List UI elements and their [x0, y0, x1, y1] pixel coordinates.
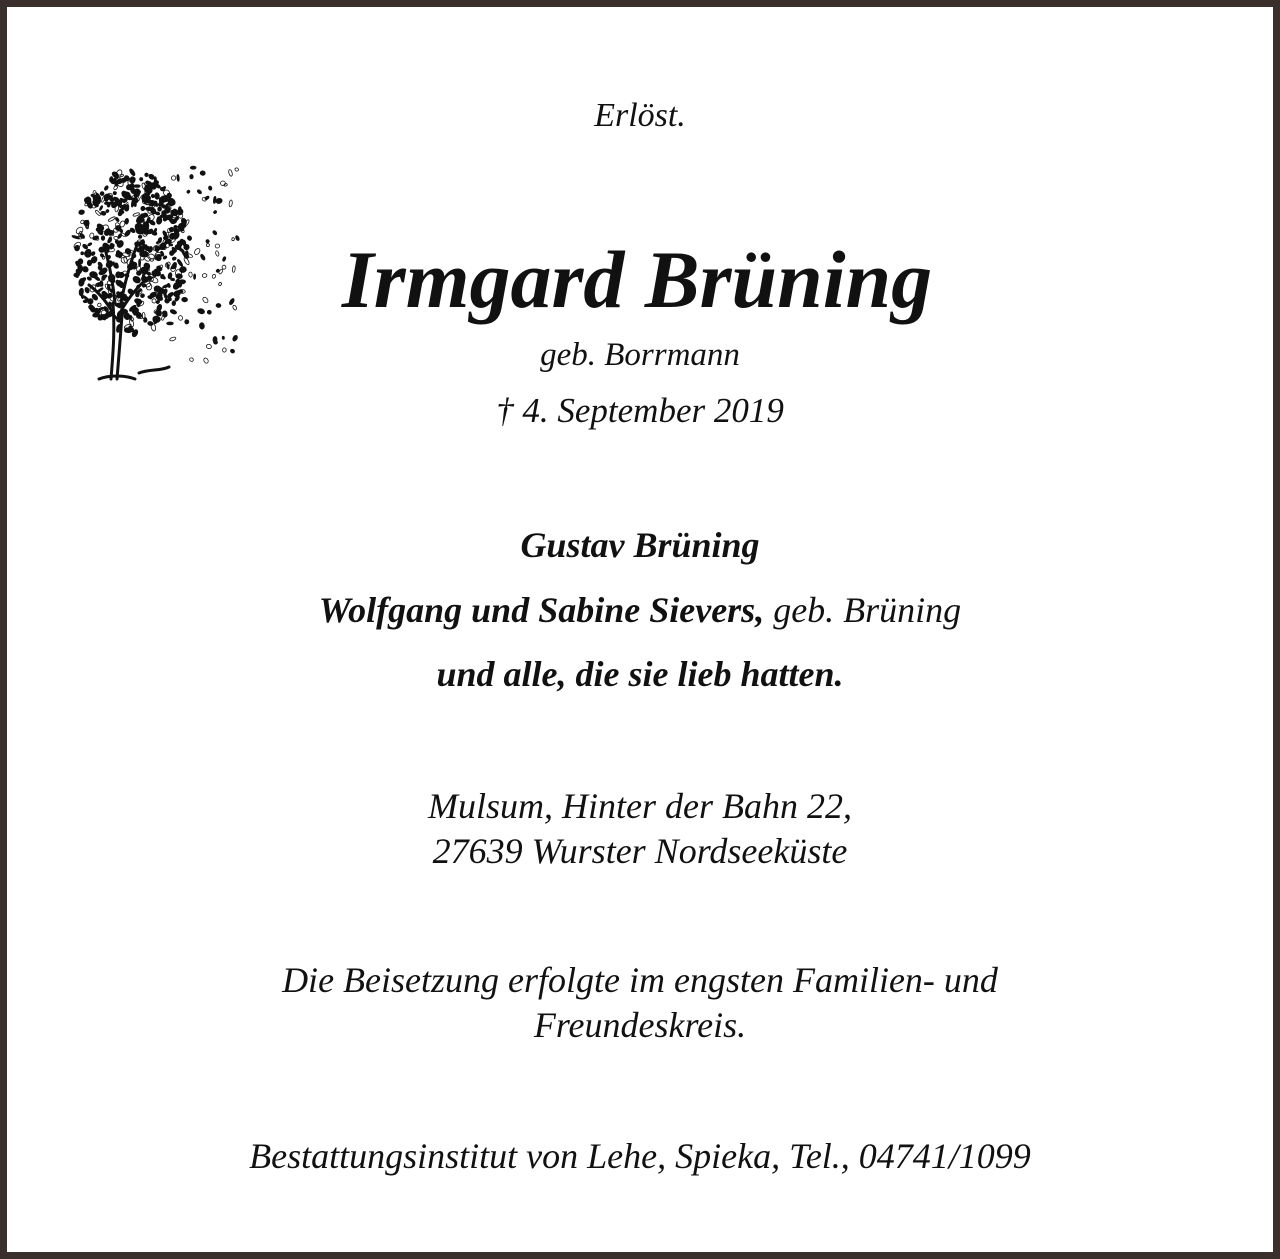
burial-note-line-1: Die Beisetzung erfolgte im engsten Familien- und [282, 960, 998, 1000]
mourner-line-2-names: Wolfgang und Sabine Sievers, [318, 590, 765, 630]
burial-note-line-2: Freundeskreis. [533, 1005, 747, 1045]
deceased-name [7, 234, 1273, 325]
address-line-2: 27639 Wurster Nordseeküste [432, 831, 848, 871]
death-date: † 4. September 2019 [496, 391, 784, 430]
undertaker-info: Bestattungsinstitut von Lehe, Spieka, Tel., 04741/1099 [249, 1136, 1031, 1176]
mourner-line-2-suffix: geb. Brüning [773, 590, 962, 630]
maiden-name: geb. Borrmann [540, 337, 740, 373]
mourner-line-1: Gustav Brüning [520, 525, 760, 565]
mourner-line-2 [7, 592, 1273, 628]
mourner-line-3: und alle, die sie lieb hatten. [436, 654, 844, 694]
intro-text: Erlöst. [594, 97, 686, 134]
address-line-1: Mulsum, Hinter der Bahn 22, [428, 786, 852, 826]
deceased-name-text: Irmgard Brüning [341, 234, 933, 325]
